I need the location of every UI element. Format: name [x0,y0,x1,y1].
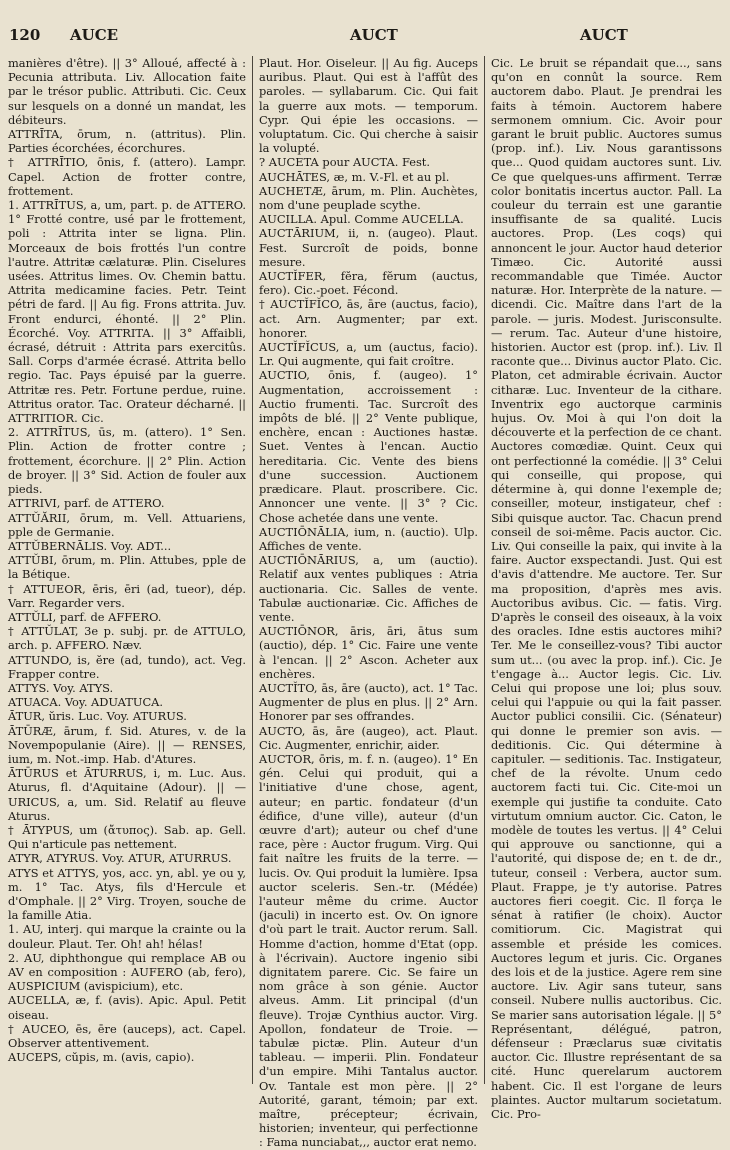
page-number: 120 [9,26,41,44]
dictionary-entry: ATTŬBERNĀLIS. Voy. ADT... [8,538,172,553]
text-columns [8,56,722,1150]
running-head-left: AUCE [70,26,119,44]
dictionary-entry: ATYS et ATTYS, yos, acc. yn, abl. ye ou y, m. 1° Tac. Atys, fils d'Hercule et d'Omphale. || 2° Virg. Troyen, souche de la famille Atia. [8,865,246,923]
dictionary-entry: ATTYS. Voy. ATYS. [8,680,114,695]
dictionary-entry: ATTŬLI, parf. de AFFERO. [8,609,162,624]
dictionary-entry: AUCTIŌNĀLIA, ium, n. (auctio). Ulp. Affiches de vente. [259,524,478,553]
dictionary-entry: AUCTĬFĬCUS, a, um (auctus, facio). Lr. Qui augmente, qui fait croître. [259,340,478,369]
dictionary-entry: 1. ATTRĪTUS, a, um, part. p. de ATTERO. 1° Frotté contre, usé par le frottement, poli : Attrita inter se ligna. Plin. Morceaux de bois frottés l'un contre l'autre. Attritæ cælaturæ. Plin. Ciselures usées. Attritus limes. Ov. Chemin battu. Attrita medicamine facies. Petr. Teint pétri de fard. || Au fig. Frons attrita. Juv. Front endurci, éhonté. || 2° Plin. Écorché. Voy. ATTRITA. || 3° Affaibli, écrasé, détruit : Attrita pars exercitûs. Sall. Corps d'armée écrasé. Attrita bello regio. Tac. Pays épuisé par la guerre. Attritæ res. Petr. Fortune perdue, ruine. Attritus orator. Tac. Orateur décharné. || ATTRITIOR. Cic. [8,198,246,426]
dictionary-entry: 2. AU, diphthongue qui remplace AB ou AV en composition : AUFERO (ab, fero), AUSPICIUM (avispicium), etc. [8,950,246,994]
dictionary-entry: ATUACA. Voy. ADUATUCA. [8,695,164,710]
dictionary-entry: Cic. Le bruit se répandait que..., sans qu'on en connût la source. Rem auctorem dabo. Plaut. Je prendrai les faits à témoin. Auctorem habere sermonem omnium. Cic. Avoir pour garant le bruit public. Auctores sumus (prop. inf.). Liv. Nous garantissons que... Quod quidam auctores sunt. Liv. Ce que quelques-uns affirment. Terræ color bonitatis incertus auctor. Pall. La couleur du terrain est une garantie insuffisante de sa qualité. Lucis auctores. Prop. (Les coqs) qui annoncent le jour. Auctor haud deterior Timæo. Cic. Autorité aussi recommandable que Timée. Auctor naturæ. Hor. Interprète de la nature. — dicendi. Cic. Maître dans l'art de la parole. — juris. Modest. Jurisconsulte. — rerum. Tac. Auteur d'une histoire, historien. Auctor est (prop. inf.). Liv. Il raconte que... Divinus auctor Plato. Cic. Platon, cet admirable écrivain. Auctor citharæ. Luc. Inventeur de la cithare. Inventrix ego auctorque carminis hujus. Ov. Moi à qui l'on doit la découverte et la perfection de ce chant. Auctores comœdiæ. Quint. Ceux qui ont perfectionné la comédie. || 3° Celui qui conseille, qui propose, qui détermine à, qui donne l'exemple de; conseiller, moteur, instigateur, chef : Sibi quisque auctor. Tac. Chacun prend conseil de soi-même. Pacis auctor. Cic. Liv. Qui conseille la paix, qui invite à la faire. Auctor exspectandi. Just. Qui est d'avis d'attendre. Me auctore. Ter. Sur ma proposition, d'après mes avis. Auctoribus avibus. Cic. — fatis. Virg. D'après le conseil des oiseaux, à la voix des oracles. Idne estis auctores mihi? Ter. Me le conseillez-vous? Tibi auctor sum ut... (ou avec la prop. inf.). Cic. Je t'engage à... Auctor legis. Cic. Liv. Celui qui propose une loi; plus souv. celui qui l'appuie ou qui la fait passer. Auctor publici consilii. Cic. (Sénateur) qui donne le premier son avis. — deditionis. Cic. Qui détermine à capituler. — seditionis. Tac. Instigateur, chef de la révolte. Unum cedo auctorem facti tui. Cic. Cite-moi un exemple qui justifie ta conduite. Cato virtutum omnium auctor. Cic. Caton, le modèle de toutes les vertus. || 4° Celui qui approuve ou sanctionne, qui a l'autorité, qui dispose de; en t. de dr., tuteur, conseil : Verbera, auctor sum. Plaut. Frappe, je t'y autorise. Patres auctores fieri coegit. Cic. Il força le sénat à ratifier (le choix). Auctor comitiorum. Cic. Magistrat qui assemble et préside les comices. Auctores legum et juris. Cic. Organes des lois et de la justice. Agere rem sine auctore. Liv. Agir sans tuteur, sans conseil. Nubere nullis auctoribus. Cic. Se marier sans autorisation légale. || 5° Représentant, délégué, patron, défenseur : Præclarus suæ civitatis auctor. Cic. Illustre représentant de sa cité. Hunc querelarum auctorem habent. Cic. Il est l'organe de leurs plaintes. Auctor multarum societatum. Cic. Pro- [491,56,722,1122]
column-1 [8,56,252,1084]
column-2 [252,56,484,1150]
dictionary-entry: manières d'être). || 3° Alloué, affecté à : Pecunia attributa. Liv. Allocation faite par le trésor public. Attributi. Cic. Ceux sur lesquels on a donné un mandat, les débiteurs. [8,56,246,127]
dictionary-entry: ĀTŪRÆ, ārum, f. Sid. Atures, v. de la Novempopulanie (Aire). || — RENSES, ium, m. Not.-imp. Hab. d'Atures. [8,723,246,766]
dictionary-entry: AUCTIŌNOR, āris, āri, ātus sum (auctio), dép. 1° Cic. Faire une vente à l'encan. || 2° Ascon. Acheter aux enchères. [259,624,478,681]
running-head-right: AUCT [580,26,628,44]
dictionary-entry: Plaut. Hor. Oiseleur. || Au fig. Auceps auribus. Plaut. Qui est à l'affût des paroles. — syllabarum. Cic. Qui fait la guerre aux mots. — temporum. Cypr. Qui épie les occasions. — voluptatum. Cic. Qui cherche à saisir la volupté. [259,56,478,156]
dictionary-entry: 2. ATTRĪTUS, ūs, m. (attero). 1° Sen. Plin. Action de frotter contre ; frottement, écorchure. || 2° Plin. Action de broyer. || 3° Sid. Action de fouler aux pieds. [8,425,246,497]
dictionary-entry: ATTŬĂRII, ōrum, m. Vell. Attuariens, pple de Germanie. [8,510,246,539]
dictionary-entry: † AUCEO, ēs, ēre (auceps), act. Capel. Observer attentivement. [8,1021,246,1051]
dictionary-entry: ATYR, ATYRUS. Voy. ATUR, ATURRUS. [8,851,232,866]
running-head-center: AUCT [350,26,398,44]
dictionary-entry: ĀTUR, ŭris. Luc. Voy. ATURUS. [8,709,187,724]
dictionary-entry: ATTRĪTA, ōrum, n. (attritus). Plin. Parties écorchées, écorchures. [8,127,246,156]
dictionary-entry: AUCTĬFER, fĕra, fĕrum (auctus, fero). Cic.-poet. Fécond. [259,269,478,298]
dictionary-entry: AUCEPS, cŭpis, m. (avis, capio). [8,1050,195,1065]
dictionary-entry: ĀTŪRUS et ĀTURRUS, i, m. Luc. Aus. Aturus, fl. d'Aquitaine (Adour). || — URICUS, a, um. Sid. Relatif au fleuve Aturus. [8,766,246,823]
dictionary-entry: 1. AU, interj. qui marque la crainte ou la douleur. Plaut. Ter. Oh! ah! hélas! [8,922,246,951]
dictionary-entry: AUCTĬTO, ās, āre (aucto), act. 1° Tac. Augmenter de plus en plus. || 2° Arn. Honorer par ses offrandes. [259,680,478,724]
dictionary-entry: ? AUCETA pour AUCTA. Fest. [259,155,431,170]
dictionary-entry: † ATTRĪTIO, ōnis, f. (attero). Lampr. Capel. Action de frotter contre, frottement. [8,155,246,198]
dictionary-entry: † AUCTĬFĬCO, ās, āre (auctus, facio), act. Arn. Augmenter; par ext. honorer. [259,297,478,340]
dictionary-entry: AUCELLA, æ, f. (avis). Apic. Apul. Petit oiseau. [8,993,246,1022]
dictionary-entry: † ATTUEOR, ēris, ēri (ad, tueor), dép. Varr. Regarder vers. [8,581,246,610]
dictionary-entry: † ĀTYPUS, um (ἄτυπος). Sab. ap. Gell. Qui n'articule pas nettement. [8,822,246,852]
dictionary-entry: AUCHĀTES, æ, m. V.-Fl. et au pl. [259,169,450,184]
dictionary-entry: AUCILLA. Apul. Comme AUCELLA. [259,212,464,227]
dictionary-entry: AUCHETÆ, ārum, m. Plin. Auchètes, nom d'une peuplade scythe. [259,183,478,213]
dictionary-entry: AUCTIŌNĀRIUS, a, um (auctio). Relatif aux ventes publiques : Atria auctionaria. Cic. Salles de vente. Tabulæ auctionariæ. Cic. Affiches de vente. [259,553,478,624]
dictionary-entry: AUCTOR, ōris, m. f. n. (augeo). 1° En gén. Celui qui produit, qui a l'initiative d'une chose, agent, auteur; en partic. fondateur (d'un édifice, d'une ville), auteur (d'un œuvre d'art); auteur ou chef d'une race, père : Auctor frugum. Virg. Qui fait naître les fruits de la terre. — lucis. Ov. Qui produit la lumière. Ipsa auctor sceleris. Sen.-tr. (Médée) l'auteur même du crime. Auctor (jaculi) in incerto est. Ov. On ignore d'où part le trait. Auctor rerum. Sall. Homme d'action, homme d'Etat (opp. à l'écrivain). Auctore ingenio sibi dignitatem parere. Cic. Se faire un nom grâce à son génie. Auctor alveus. Amm. Lit principal (d'un fleuve). Trojæ Cynthius auctor. Virg. Apollon, fondateur de Troie. — tabulæ pictæ. Plin. Auteur d'un tableau. — imperii. Plin. Fondateur d'un empire. Mihi Tantalus auctor. Ov. Tantale est mon père. || 2° Autorité, garant, témoin; par ext. maître, précepteur; écrivain, historien; inventeur, qui perfectionne : Fama nunciabat,,, auctor erat nemo. [259,751,478,1150]
page-header [0,26,730,48]
dictionary-entry: ATTŬBI, ōrum, m. Plin. Attubes, pple de la Bétique. [8,553,246,582]
dictionary-entry: † ATTŬLAT, 3e p. subj. pr. de ATTULO, arch. p. AFFERO. Næv. [8,624,246,653]
dictionary-entry: ATTUNDO, is, ĕre (ad, tundo), act. Veg. Frapper contre. [8,652,246,681]
dictionary-entry: AUCTIO, ōnis, f. (augeo). 1° Augmentation, accroissement : Auctio frumenti. Tac. Surcroît des impôts de blé. || 2° Vente publique, enchère, encan : Auctiones hastæ. Suet. Ventes à l'encan. Auctio hereditaria. Cic. Vente des biens d'une succession. Auctionem prædicare. Plaut. proscribere. Cic. Annoncer une vente. || 3° ? Cic. Chose achetée dans une vente. [259,368,478,525]
dictionary-entry: AUCTĀRIUM, ii, n. (augeo). Plaut. Fest. Surcroît de poids, bonne mesure. [259,226,478,269]
column-3 [484,56,722,1122]
dictionary-entry: AUCTO, ās, āre (augeo), act. Plaut. Cic. Augmenter, enrichir, aider. [259,723,478,752]
dictionary-entry: ATTRIVI, parf. de ATTERO. [8,496,165,511]
